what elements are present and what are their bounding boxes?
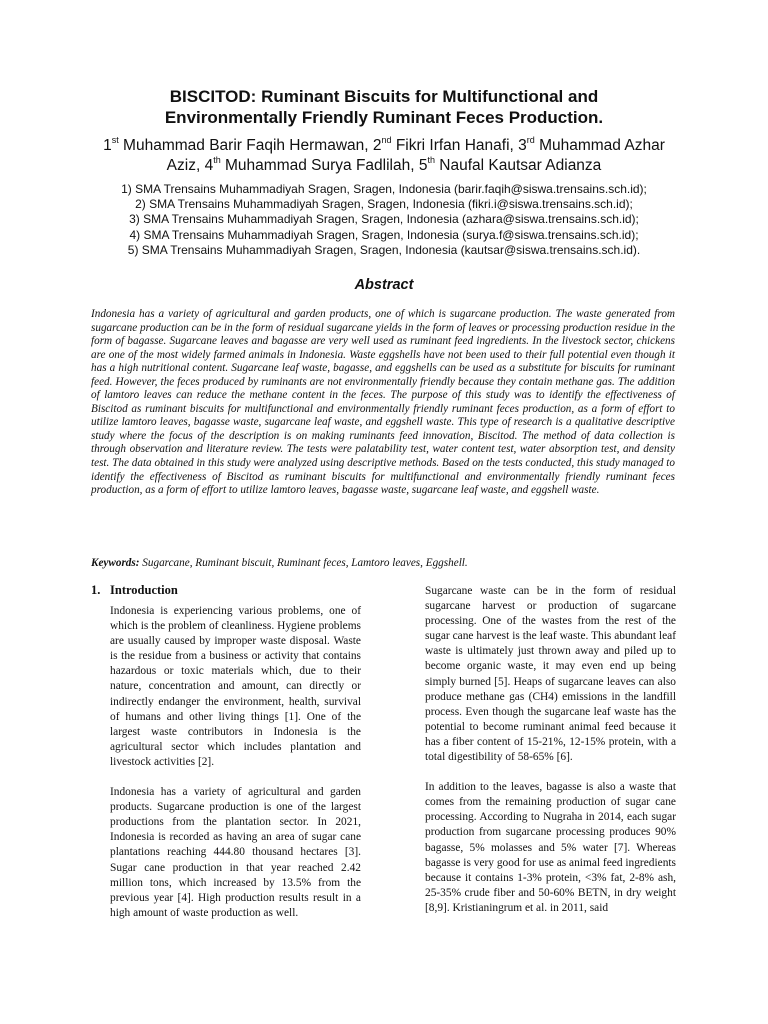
keywords-text: Sugarcane, Ruminant biscuit, Ruminant feces, Lamtoro leaves, Eggshell. <box>139 557 468 569</box>
title-line-1: BISCITOD: Ruminant Biscuits for Multifunctional and <box>169 87 599 106</box>
body-paragraph: Indonesia has a variety of agricultural and garden products. Sugarcane production is one of the largest productions from the plantation sector. In 2021, Indonesia is recorded as having an area of sugar cane plantations reaching 444.80 thousand hectares [3]. Sugar cane production in that year reached 2.42 million tons, which increased by 13.5% from the previous year [4]. High production results result in a high amount of waste production as well. <box>110 786 361 919</box>
affiliation-line: 5) SMA Trensains Muhammadiyah Sragen, Sragen, Indonesia (kautsar@siswa.trensains.sch.id). <box>127 242 641 257</box>
affiliation-line: 2) SMA Trensains Muhammadiyah Sragen, Sragen, Indonesia (fikri.i@siswa.trensains.sch.id); <box>135 197 633 212</box>
author-name: Muhammad Barir Faqih Hermawan, <box>118 137 373 154</box>
author-number: 3 <box>518 137 527 154</box>
author-number: 5 <box>418 157 428 174</box>
body-paragraph: Indonesia is experiencing various problems, one of which is the problem of cleanliness. Hygiene problems are usually caused by improper waste disposal. Waste is the residue from a business or activity that contains hazardous or toxic materials which, due to their nature, concentration and amount, can directly or indirectly endanger the environment, health, survival of humans and other living things [1]. One of the largest waste contributors in Indonesia is the agricultural sector which includes plantation and livestock activities [2]. <box>110 605 361 768</box>
title-line-2: Environmentally Friendly Ruminant Feces Production. <box>164 108 604 127</box>
body-paragraph: Sugarcane waste can be in the form of residual sugarcane harvest or production of sugarcane processing. One of the wastes from the rest of the sugar cane harvest is the leaf waste. This abundant leaf waste is ultimately just thrown away and piled up to become organic waste, it may even end up being simply burned [5]. Heaps of sugarcane leaves can also produce methane gas (CH4) emissions in the landfill process. Even though the sugarcane leaf waste has the potential to become ruminant animal feed because it has a fiber content of 15-21%, 12-15% protein, with a total digestibility of 58-65% [6]. <box>425 585 676 764</box>
body-paragraph: In addition to the leaves, bagasse is also a waste that comes from the remaining production of sugar cane processing. According to Nugraha in 2014, each sugar production from sugarcane processing produces 90% bagasse, 5% molasses and 5% water [7]. Whereas bagasse is very good for use as animal feed ingredients because it contains 1-3% protein, <3% fat, 2-8% ash, 25-35% crude fiber and 50-60% BETN, in dry weight [8,9]. Kristianingrum et al. in 2011, said <box>425 781 676 914</box>
affiliation-list <box>70 182 698 258</box>
keywords-label: Keywords: <box>91 557 140 569</box>
affiliation-line: 4) SMA Trensains Muhammadiyah Sragen, Sragen, Indonesia (surya.f@siswa.trensains.sch.id); <box>129 227 639 242</box>
author-ordinal: st <box>111 134 119 145</box>
section-title: Introduction <box>110 583 178 597</box>
author-list <box>80 136 688 176</box>
author-name: Aziz, <box>166 157 205 174</box>
author-ordinal: th <box>213 154 221 165</box>
left-column <box>110 604 361 921</box>
right-column <box>425 584 676 916</box>
abstract-text: Indonesia has a variety of agricultural and garden products, one of which is sugarcane production. The waste generated from sugarcane production can be in the form of residual sugarcane yields in the form of leaves or processing production residue in the form of bagasse. Sugarcane leaves and bagasse are very well used as ruminant feed ingredients. In the livestock sector, chickens are one of the most widely farmed animals in Indonesia. Waste eggshells have not been used to their full potential even though it has a high nutritional content. Sugarcane leaf waste, bagasse, and eggshells can be used as a substitute for biscuits for ruminant feed. However, the feces produced by ruminants are not environmentally friendly because they contain methane gas. The addition of lamtoro leaves can reduce the methane content in the feces. The purpose of this study was to identify the effectiveness of Biscitod as ruminant biscuits for multifunctional and environmentally friendly ruminant feces production, as a form of effort to utilize lamtoro leaves, bagasse waste, sugarcane leaf waste, and eggshell waste. This type of research is a qualitative descriptive study where the focus of the description is on making ruminants feed innovation, Biscitod. The method of data collection is through observation and literature review. The tests were palatability test, water content test, water absorption test, and density test. The data obtained in this study were analyzed using descriptive methods. Based on the tests conducted, this study managed to identify the effectiveness of Biscitod as ruminant biscuits for multifunctional and environmentally friendly ruminant feces production, as a form of effort to utilize lamtoro leaves, bagasse waste, sugarcane leaf waste, and eggshell waste. <box>91 308 675 497</box>
author-number: 2 <box>372 137 382 154</box>
section-number: 1. <box>91 583 101 597</box>
affiliation-line: 1) SMA Trensains Muhammadiyah Sragen, Sragen, Indonesia (barir.faqih@siswa.trensains.sch.id); <box>121 182 647 196</box>
abstract-heading: Abstract <box>354 277 414 293</box>
author-name: Naufal Kautsar Adianza <box>435 157 602 174</box>
author-name: Muhammad Azhar <box>534 137 665 154</box>
section-heading-introduction <box>91 583 178 598</box>
paper-title <box>90 86 678 128</box>
keywords <box>91 556 675 570</box>
author-number: 1 <box>103 137 112 154</box>
author-name: Muhammad Surya Fadlilah, <box>220 157 419 174</box>
author-ordinal: nd <box>381 134 392 145</box>
affiliation-line: 3) SMA Trensains Muhammadiyah Sragen, Sragen, Indonesia (azhara@siswa.trensains.sch.id); <box>129 212 639 227</box>
author-name: Fikri Irfan Hanafi, <box>391 137 519 154</box>
author-ordinal: rd <box>526 134 535 145</box>
author-number: 4 <box>204 157 214 174</box>
author-ordinal: th <box>427 154 435 165</box>
